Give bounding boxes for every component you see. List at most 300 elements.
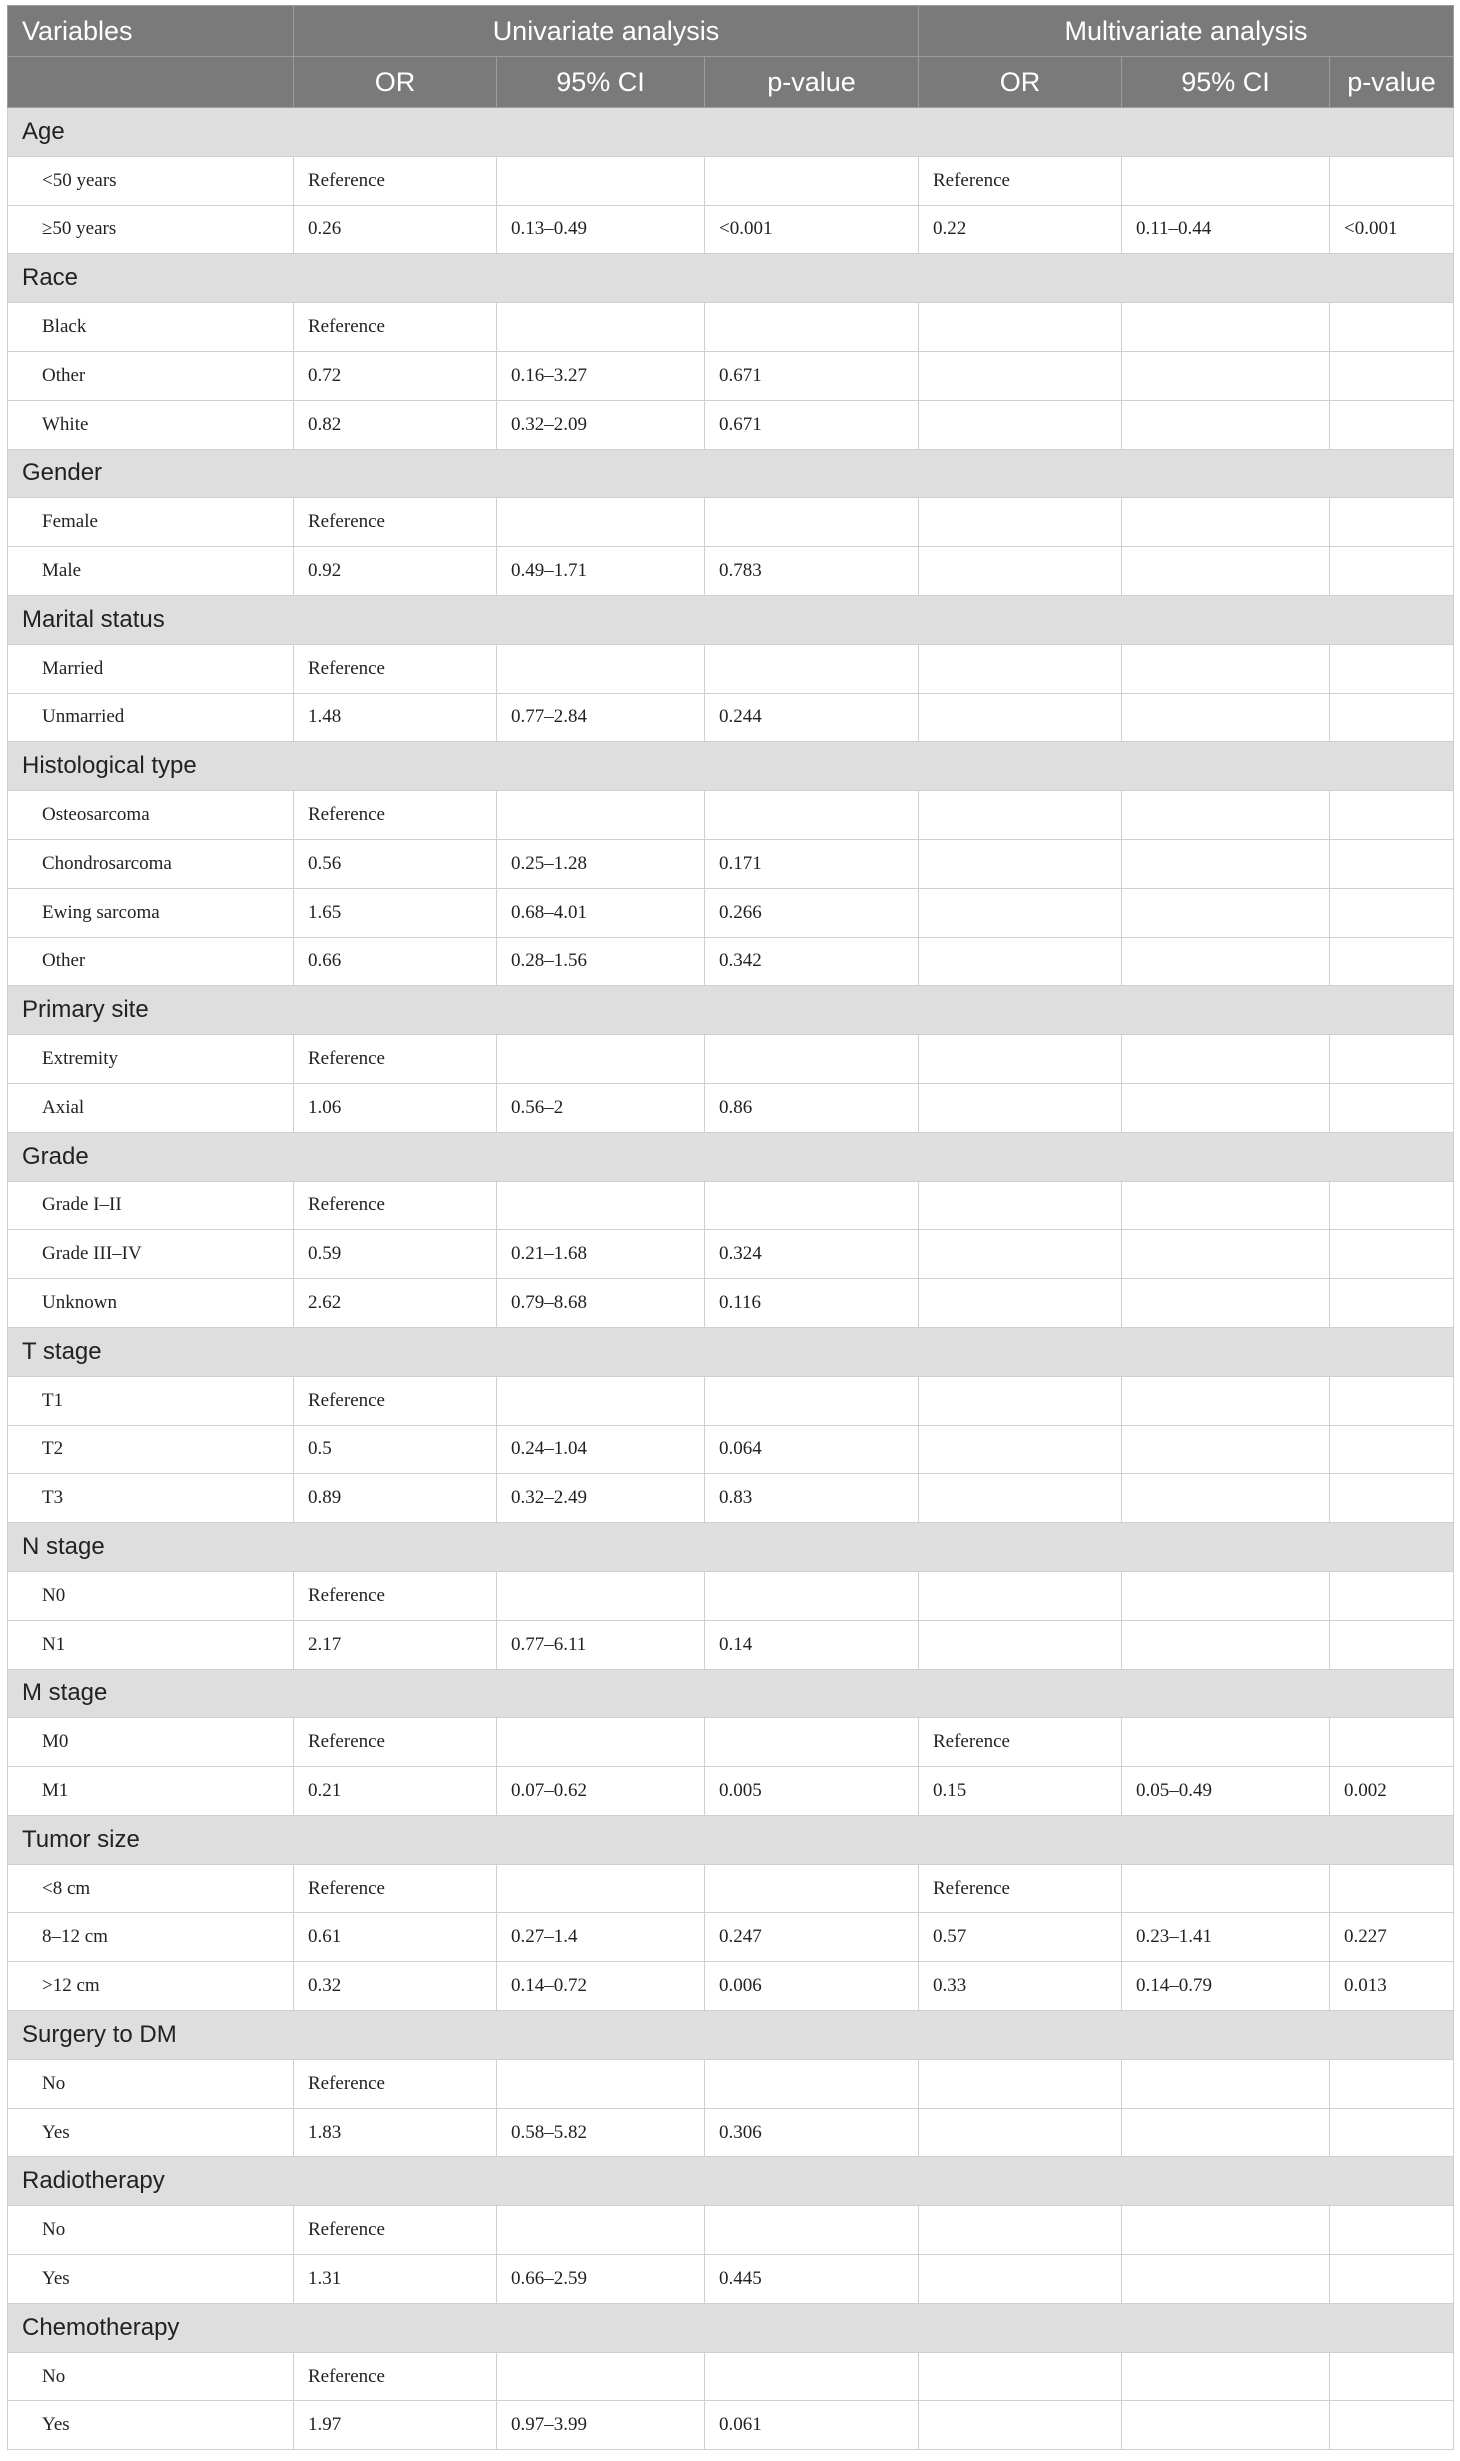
table-row	[8, 1620, 1454, 1669]
table-row	[8, 1181, 1454, 1230]
univariate-ci-cell: 0.24–1.04	[497, 1425, 705, 1474]
variable-label-cell: Extremity	[8, 1035, 294, 1084]
univariate-p-cell: 0.005	[705, 1767, 919, 1816]
multivariate-p-cell	[1330, 1864, 1454, 1913]
univariate-ci-cell: 0.58–5.82	[497, 2108, 705, 2157]
variable-label-cell: Axial	[8, 1083, 294, 1132]
univariate-p-cell: 0.064	[705, 1425, 919, 1474]
multivariate-p-cell	[1330, 937, 1454, 986]
multivariate-p-cell: 0.002	[1330, 1767, 1454, 1816]
multivariate-or-cell	[919, 1230, 1122, 1279]
group-header-row	[8, 108, 1454, 157]
variable-label-cell: ≥50 years	[8, 205, 294, 254]
multivariate-ci-cell	[1122, 2059, 1330, 2108]
table-row	[8, 400, 1454, 449]
multivariate-ci-cell	[1122, 1230, 1330, 1279]
multivariate-ci-cell	[1122, 2206, 1330, 2255]
multivariate-ci-cell	[1122, 1474, 1330, 1523]
univariate-p-cell: 0.306	[705, 2108, 919, 2157]
multivariate-ci-cell	[1122, 839, 1330, 888]
multivariate-or-cell	[919, 839, 1122, 888]
univariate-ci-cell: 0.97–3.99	[497, 2401, 705, 2450]
multivariate-or-cell	[919, 1035, 1122, 1084]
multivariate-or-cell	[919, 2401, 1122, 2450]
univariate-p-cell: 0.244	[705, 693, 919, 742]
univariate-p-cell: 0.342	[705, 937, 919, 986]
variable-label-cell: <50 years	[8, 156, 294, 205]
variable-label-cell: Unknown	[8, 1279, 294, 1328]
univariate-ci-cell	[497, 791, 705, 840]
univariate-or-cell: 0.32	[294, 1962, 497, 2011]
table-row	[8, 1083, 1454, 1132]
univariate-ci-cell	[497, 1035, 705, 1084]
univariate-ci-cell	[497, 156, 705, 205]
multivariate-or-cell	[919, 303, 1122, 352]
multivariate-p-cell	[1330, 156, 1454, 205]
multivariate-header: Multivariate analysis	[919, 6, 1454, 57]
multivariate-or-cell	[919, 498, 1122, 547]
univariate-or-cell: Reference	[294, 1376, 497, 1425]
table-row	[8, 644, 1454, 693]
multivariate-p-cell	[1330, 1376, 1454, 1425]
multivariate-or-cell	[919, 693, 1122, 742]
univariate-p-cell: 0.171	[705, 839, 919, 888]
multivariate-ci-cell	[1122, 1620, 1330, 1669]
multivariate-ci-cell	[1122, 156, 1330, 205]
variable-label-cell: Female	[8, 498, 294, 547]
multivariate-or-cell: Reference	[919, 156, 1122, 205]
multivariate-ci-cell	[1122, 937, 1330, 986]
multivariate-or-cell: Reference	[919, 1718, 1122, 1767]
multivariate-or-cell	[919, 1083, 1122, 1132]
multivariate-ci-cell	[1122, 1083, 1330, 1132]
multivariate-p-cell	[1330, 1718, 1454, 1767]
univariate-ci-cell: 0.77–6.11	[497, 1620, 705, 1669]
multivariate-p-cell	[1330, 644, 1454, 693]
univariate-or-cell: 0.66	[294, 937, 497, 986]
univariate-or-cell: Reference	[294, 1571, 497, 1620]
variable-label-cell: Black	[8, 303, 294, 352]
multivariate-ci-cell	[1122, 1279, 1330, 1328]
univariate-or-cell: Reference	[294, 644, 497, 693]
multivariate-ci-cell	[1122, 1864, 1330, 1913]
group-header-row	[8, 1132, 1454, 1181]
multivariate-or-cell	[919, 1376, 1122, 1425]
multivariate-or-cell	[919, 1279, 1122, 1328]
variable-label-cell: 8–12 cm	[8, 1913, 294, 1962]
variable-label-cell: T2	[8, 1425, 294, 1474]
group-header-row	[8, 1523, 1454, 1572]
variable-label-cell: <8 cm	[8, 1864, 294, 1913]
multivariate-or-cell	[919, 1620, 1122, 1669]
table-row	[8, 547, 1454, 596]
multivariate-p-cell	[1330, 1474, 1454, 1523]
table-row	[8, 303, 1454, 352]
table-row	[8, 1279, 1454, 1328]
variable-label-cell: T3	[8, 1474, 294, 1523]
group-header-row	[8, 1815, 1454, 1864]
multivariate-p-cell	[1330, 1181, 1454, 1230]
univariate-ci-cell	[497, 644, 705, 693]
univariate-p-cell: 0.671	[705, 400, 919, 449]
table-row	[8, 1230, 1454, 1279]
univariate-or-header: OR	[294, 57, 497, 108]
group-title: Grade	[8, 1132, 1454, 1181]
univariate-ci-cell: 0.13–0.49	[497, 205, 705, 254]
group-title: Primary site	[8, 986, 1454, 1035]
group-title: Race	[8, 254, 1454, 303]
univariate-ci-cell: 0.68–4.01	[497, 888, 705, 937]
multivariate-p-header: p-value	[1330, 57, 1454, 108]
multivariate-ci-cell: 0.23–1.41	[1122, 1913, 1330, 1962]
univariate-ci-cell: 0.28–1.56	[497, 937, 705, 986]
univariate-ci-cell	[497, 303, 705, 352]
multivariate-p-cell: 0.227	[1330, 1913, 1454, 1962]
variable-label-cell: Male	[8, 547, 294, 596]
univariate-ci-cell: 0.14–0.72	[497, 1962, 705, 2011]
multivariate-or-header: OR	[919, 57, 1122, 108]
table-row	[8, 2059, 1454, 2108]
univariate-or-cell: 0.26	[294, 205, 497, 254]
multivariate-p-cell	[1330, 693, 1454, 742]
multivariate-or-cell	[919, 547, 1122, 596]
variable-label-cell: N0	[8, 1571, 294, 1620]
univariate-or-cell: 2.17	[294, 1620, 497, 1669]
multivariate-p-cell: 0.013	[1330, 1962, 1454, 2011]
group-title: T stage	[8, 1327, 1454, 1376]
multivariate-p-cell	[1330, 2352, 1454, 2401]
multivariate-p-cell	[1330, 2401, 1454, 2450]
table-container	[7, 5, 1453, 2450]
univariate-ci-cell	[497, 498, 705, 547]
univariate-or-cell: 0.61	[294, 1913, 497, 1962]
variable-label-cell: Other	[8, 351, 294, 400]
variable-label-cell: No	[8, 2352, 294, 2401]
multivariate-ci-cell	[1122, 400, 1330, 449]
univariate-or-cell: 1.65	[294, 888, 497, 937]
univariate-ci-cell: 0.32–2.09	[497, 400, 705, 449]
univariate-p-cell: 0.86	[705, 1083, 919, 1132]
empty-header-cell	[8, 57, 294, 108]
univariate-p-cell	[705, 2352, 919, 2401]
variable-label-cell: Osteosarcoma	[8, 791, 294, 840]
univariate-ci-cell: 0.79–8.68	[497, 1279, 705, 1328]
table-row	[8, 1035, 1454, 1084]
univariate-ci-cell: 0.66–2.59	[497, 2255, 705, 2304]
variable-label-cell: M0	[8, 1718, 294, 1767]
group-header-row	[8, 2303, 1454, 2352]
table-row	[8, 1718, 1454, 1767]
group-header-row	[8, 254, 1454, 303]
multivariate-or-cell: 0.22	[919, 205, 1122, 254]
multivariate-ci-cell	[1122, 1035, 1330, 1084]
table-row	[8, 1913, 1454, 1962]
multivariate-ci-cell	[1122, 547, 1330, 596]
multivariate-p-cell	[1330, 1279, 1454, 1328]
univariate-p-cell: 0.783	[705, 547, 919, 596]
univariate-or-cell: Reference	[294, 1718, 497, 1767]
univariate-ci-cell	[497, 2059, 705, 2108]
univariate-p-cell	[705, 791, 919, 840]
multivariate-ci-cell	[1122, 2352, 1330, 2401]
univariate-p-cell	[705, 644, 919, 693]
variable-label-cell: Other	[8, 937, 294, 986]
univariate-p-cell: 0.006	[705, 1962, 919, 2011]
univariate-p-cell	[705, 1376, 919, 1425]
group-header-row	[8, 449, 1454, 498]
univariate-or-cell: Reference	[294, 2352, 497, 2401]
multivariate-or-cell	[919, 1181, 1122, 1230]
variable-label-cell: Ewing sarcoma	[8, 888, 294, 937]
univariate-p-cell: 0.061	[705, 2401, 919, 2450]
multivariate-p-cell	[1330, 1035, 1454, 1084]
multivariate-ci-cell	[1122, 791, 1330, 840]
group-header-row	[8, 742, 1454, 791]
univariate-ci-cell: 0.27–1.4	[497, 1913, 705, 1962]
multivariate-or-cell	[919, 2059, 1122, 2108]
univariate-p-cell	[705, 1571, 919, 1620]
multivariate-p-cell	[1330, 2206, 1454, 2255]
multivariate-p-cell	[1330, 1620, 1454, 1669]
univariate-or-cell: 0.21	[294, 1767, 497, 1816]
univariate-ci-cell: 0.25–1.28	[497, 839, 705, 888]
univariate-or-cell: 0.56	[294, 839, 497, 888]
univariate-or-cell: Reference	[294, 2059, 497, 2108]
table-row	[8, 839, 1454, 888]
multivariate-or-cell	[919, 2108, 1122, 2157]
multivariate-or-cell: 0.33	[919, 1962, 1122, 2011]
multivariate-or-cell	[919, 2352, 1122, 2401]
group-title: Age	[8, 108, 1454, 157]
variable-label-cell: Grade III–IV	[8, 1230, 294, 1279]
univariate-ci-cell	[497, 1718, 705, 1767]
variable-label-cell: Yes	[8, 2108, 294, 2157]
multivariate-or-cell	[919, 1425, 1122, 1474]
group-title: Radiotherapy	[8, 2157, 1454, 2206]
multivariate-ci-cell	[1122, 303, 1330, 352]
variables-header: Variables	[8, 6, 294, 57]
multivariate-p-cell	[1330, 303, 1454, 352]
table-row	[8, 791, 1454, 840]
multivariate-p-cell	[1330, 351, 1454, 400]
univariate-or-cell: 1.31	[294, 2255, 497, 2304]
univariate-or-cell: 0.5	[294, 1425, 497, 1474]
univariate-p-cell: 0.83	[705, 1474, 919, 1523]
group-title: Surgery to DM	[8, 2011, 1454, 2060]
univariate-ci-header: 95% CI	[497, 57, 705, 108]
variable-label-cell: White	[8, 400, 294, 449]
variable-label-cell: T1	[8, 1376, 294, 1425]
table-row	[8, 1376, 1454, 1425]
univariate-p-cell	[705, 1718, 919, 1767]
table-body	[8, 108, 1454, 2450]
group-title: Chemotherapy	[8, 2303, 1454, 2352]
multivariate-ci-cell	[1122, 2255, 1330, 2304]
univariate-or-cell: Reference	[294, 303, 497, 352]
multivariate-or-cell	[919, 791, 1122, 840]
multivariate-ci-cell	[1122, 351, 1330, 400]
univariate-p-cell: 0.324	[705, 1230, 919, 1279]
univariate-or-cell: 1.83	[294, 2108, 497, 2157]
variable-label-cell: Grade I–II	[8, 1181, 294, 1230]
univariate-or-cell: Reference	[294, 1181, 497, 1230]
table-row	[8, 2206, 1454, 2255]
multivariate-or-cell	[919, 644, 1122, 693]
multivariate-p-cell	[1330, 547, 1454, 596]
multivariate-ci-cell	[1122, 644, 1330, 693]
univariate-p-cell: 0.266	[705, 888, 919, 937]
multivariate-ci-cell	[1122, 2108, 1330, 2157]
group-title: N stage	[8, 1523, 1454, 1572]
multivariate-p-cell	[1330, 839, 1454, 888]
univariate-ci-cell: 0.56–2	[497, 1083, 705, 1132]
multivariate-ci-cell	[1122, 2401, 1330, 2450]
variable-label-cell: No	[8, 2059, 294, 2108]
variable-label-cell: Unmarried	[8, 693, 294, 742]
univariate-ci-cell: 0.16–3.27	[497, 351, 705, 400]
univariate-ci-cell	[497, 1571, 705, 1620]
univariate-p-cell: 0.14	[705, 1620, 919, 1669]
univariate-p-cell	[705, 1864, 919, 1913]
group-header-row	[8, 1327, 1454, 1376]
univariate-ci-cell: 0.21–1.68	[497, 1230, 705, 1279]
univariate-ci-cell: 0.49–1.71	[497, 547, 705, 596]
univariate-header: Univariate analysis	[294, 6, 919, 57]
multivariate-or-cell	[919, 400, 1122, 449]
univariate-or-cell: 0.92	[294, 547, 497, 596]
group-title: Gender	[8, 449, 1454, 498]
univariate-ci-cell: 0.77–2.84	[497, 693, 705, 742]
multivariate-ci-cell	[1122, 1571, 1330, 1620]
multivariate-ci-cell	[1122, 1425, 1330, 1474]
univariate-ci-cell	[497, 1864, 705, 1913]
multivariate-ci-cell: 0.14–0.79	[1122, 1962, 1330, 2011]
multivariate-ci-cell	[1122, 498, 1330, 547]
univariate-p-cell	[705, 1181, 919, 1230]
multivariate-or-cell	[919, 351, 1122, 400]
univariate-p-cell	[705, 2059, 919, 2108]
group-header-row	[8, 1669, 1454, 1718]
table-row	[8, 498, 1454, 547]
univariate-p-cell: 0.671	[705, 351, 919, 400]
group-header-row	[8, 2011, 1454, 2060]
table-row	[8, 205, 1454, 254]
table-row	[8, 2352, 1454, 2401]
univariate-ci-cell	[497, 2352, 705, 2401]
multivariate-p-cell	[1330, 1083, 1454, 1132]
group-header-row	[8, 595, 1454, 644]
multivariate-ci-cell	[1122, 1718, 1330, 1767]
table-header	[8, 6, 1454, 108]
multivariate-ci-cell: 0.05–0.49	[1122, 1767, 1330, 1816]
univariate-or-cell: 1.48	[294, 693, 497, 742]
univariate-ci-cell: 0.32–2.49	[497, 1474, 705, 1523]
univariate-p-cell	[705, 156, 919, 205]
multivariate-p-cell	[1330, 791, 1454, 840]
multivariate-p-cell	[1330, 1425, 1454, 1474]
header-row-2	[8, 57, 1454, 108]
table-row	[8, 2108, 1454, 2157]
multivariate-or-cell	[919, 2206, 1122, 2255]
univariate-p-cell: 0.116	[705, 1279, 919, 1328]
group-title: Histological type	[8, 742, 1454, 791]
group-title: Tumor size	[8, 1815, 1454, 1864]
table-row	[8, 1425, 1454, 1474]
univariate-ci-cell	[497, 2206, 705, 2255]
univariate-or-cell: 0.82	[294, 400, 497, 449]
univariate-ci-cell: 0.07–0.62	[497, 1767, 705, 1816]
multivariate-p-cell	[1330, 1571, 1454, 1620]
variable-label-cell: No	[8, 2206, 294, 2255]
univariate-p-cell	[705, 2206, 919, 2255]
variable-label-cell: Yes	[8, 2401, 294, 2450]
variable-label-cell: Married	[8, 644, 294, 693]
univariate-ci-cell	[497, 1181, 705, 1230]
group-title: Marital status	[8, 595, 1454, 644]
table-row	[8, 2401, 1454, 2450]
multivariate-or-cell: Reference	[919, 1864, 1122, 1913]
group-title: M stage	[8, 1669, 1454, 1718]
table-row	[8, 1962, 1454, 2011]
variable-label-cell: N1	[8, 1620, 294, 1669]
univariate-or-cell: 0.59	[294, 1230, 497, 1279]
variable-label-cell: Yes	[8, 2255, 294, 2304]
table-row	[8, 1767, 1454, 1816]
multivariate-p-cell	[1330, 498, 1454, 547]
univariate-or-cell: 1.97	[294, 2401, 497, 2450]
univariate-p-header: p-value	[705, 57, 919, 108]
univariate-p-cell	[705, 303, 919, 352]
univariate-or-cell: Reference	[294, 1035, 497, 1084]
multivariate-or-cell	[919, 1571, 1122, 1620]
univariate-or-cell: Reference	[294, 1864, 497, 1913]
table-row	[8, 1571, 1454, 1620]
multivariate-p-cell	[1330, 1230, 1454, 1279]
multivariate-p-cell: <0.001	[1330, 205, 1454, 254]
multivariate-p-cell	[1330, 888, 1454, 937]
univariate-or-cell: 0.89	[294, 1474, 497, 1523]
multivariate-ci-cell: 0.11–0.44	[1122, 205, 1330, 254]
univariate-p-cell	[705, 1035, 919, 1084]
variable-label-cell: M1	[8, 1767, 294, 1816]
multivariate-p-cell	[1330, 400, 1454, 449]
group-header-row	[8, 986, 1454, 1035]
table-row	[8, 2255, 1454, 2304]
univariate-or-cell: Reference	[294, 791, 497, 840]
univariate-ci-cell	[497, 1376, 705, 1425]
univariate-or-cell: Reference	[294, 498, 497, 547]
multivariate-ci-cell	[1122, 888, 1330, 937]
multivariate-ci-header: 95% CI	[1122, 57, 1330, 108]
group-header-row	[8, 2157, 1454, 2206]
table-row	[8, 937, 1454, 986]
multivariate-or-cell: 0.57	[919, 1913, 1122, 1962]
multivariate-ci-cell	[1122, 1181, 1330, 1230]
univariate-or-cell: 1.06	[294, 1083, 497, 1132]
variable-label-cell: >12 cm	[8, 1962, 294, 2011]
multivariate-or-cell	[919, 937, 1122, 986]
table-row	[8, 693, 1454, 742]
table-row	[8, 351, 1454, 400]
header-row-1	[8, 6, 1454, 57]
table-row	[8, 156, 1454, 205]
univariate-p-cell	[705, 498, 919, 547]
multivariate-or-cell	[919, 1474, 1122, 1523]
variable-label-cell: Chondrosarcoma	[8, 839, 294, 888]
univariate-p-cell: 0.445	[705, 2255, 919, 2304]
univariate-or-cell: 0.72	[294, 351, 497, 400]
multivariate-or-cell: 0.15	[919, 1767, 1122, 1816]
